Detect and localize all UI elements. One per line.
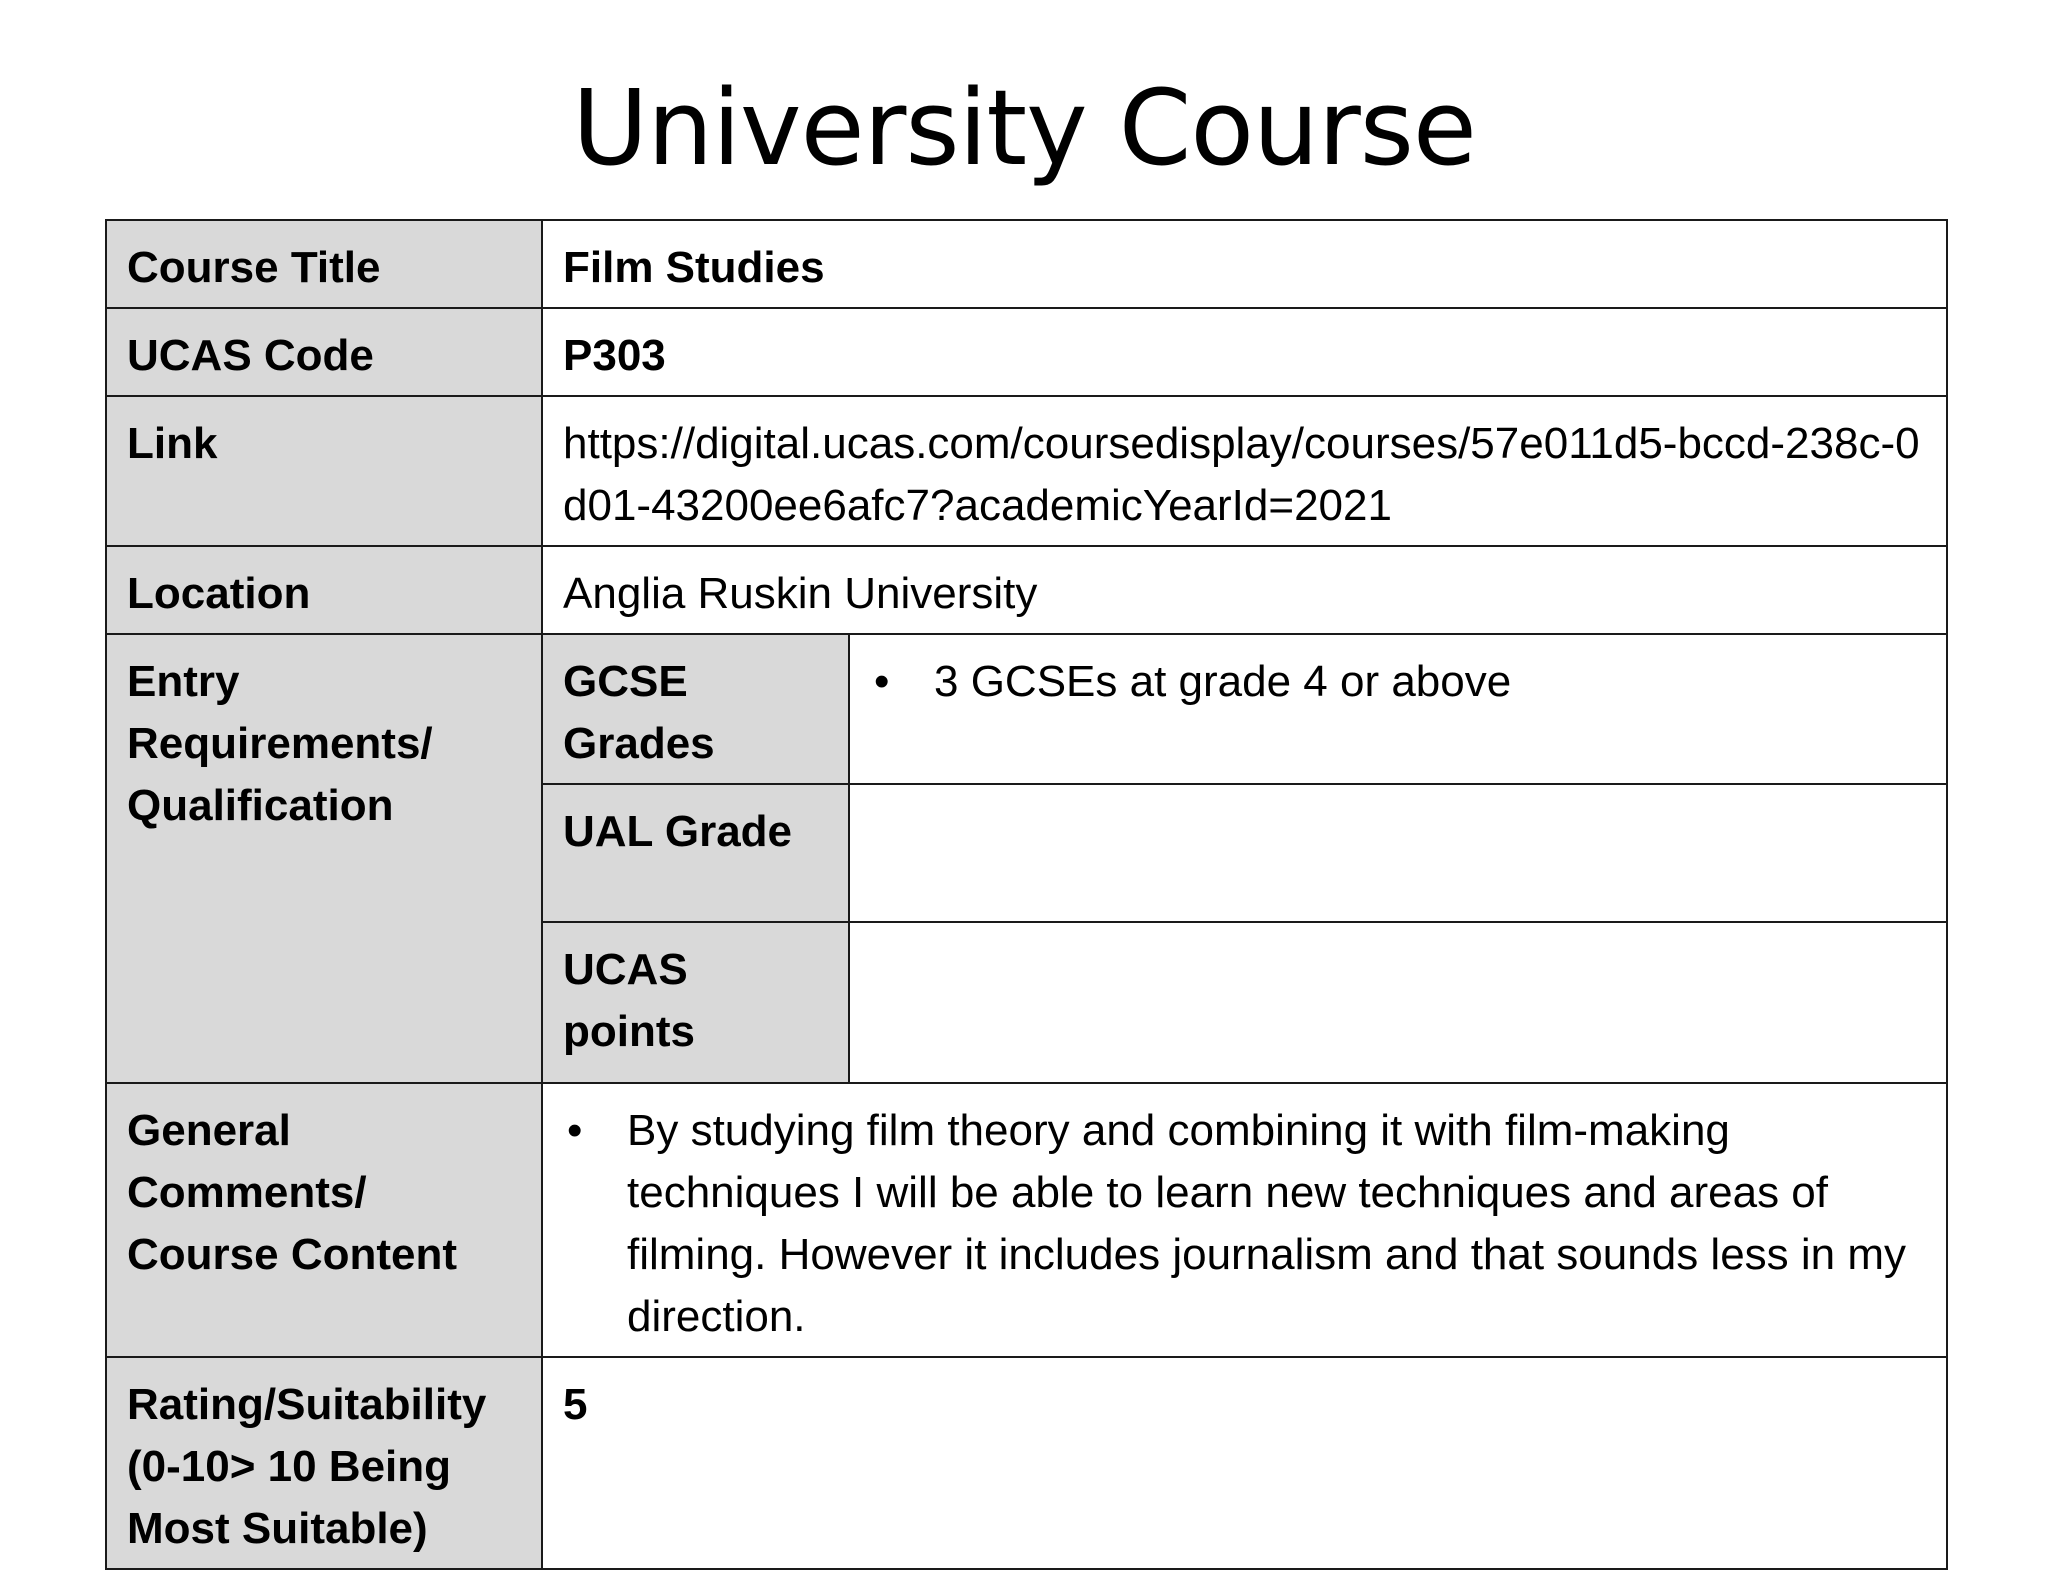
ucas-code-row (106, 308, 1947, 396)
rating-row (106, 1357, 1947, 1569)
location-row (106, 546, 1947, 634)
entry-requirements-label: Entry Requirements/ Qualification (106, 634, 542, 1083)
general-comments-label: General Comments/ Course Content (106, 1083, 542, 1357)
page-title: University Course (572, 67, 1476, 189)
course-title-value: Film Studies (542, 220, 1947, 308)
ual-grade-value (849, 784, 1947, 922)
ual-grade-label: UAL Grade (542, 784, 849, 922)
comments-row (106, 1083, 1947, 1357)
course-title-row (106, 220, 1947, 308)
entry-gcse-row (106, 634, 1947, 784)
list-item (563, 1100, 1926, 1348)
comments-bullet-list (563, 1100, 1926, 1348)
ucas-points-value (849, 922, 1947, 1083)
course-table (105, 219, 1948, 1570)
bullet-icon: • (567, 1106, 583, 1155)
comment-text: By studying film theory and combining it with film-making techniques I will be able to learn new techniques and areas of filming. However it includes journalism and that sounds less in my direction. (627, 1106, 1907, 1341)
list-item (870, 651, 1926, 713)
location-value: Anglia Ruskin University (542, 546, 1947, 634)
ucas-points-label: UCAS points (542, 922, 849, 1083)
rating-value: 5 (542, 1357, 1947, 1569)
course-title-label: Course Title (106, 220, 542, 308)
course-link[interactable]: https://digital.ucas.com/coursedisplay/courses/57e011d5-bccd-238c-0d01-43200ee6afc7?academicYearId=2021 (542, 396, 1947, 546)
gcse-bullet-list (870, 651, 1926, 713)
bullet-icon: • (874, 657, 890, 706)
location-label: Location (106, 546, 542, 634)
link-label: Link (106, 396, 542, 546)
gcse-requirement-text: 3 GCSEs at grade 4 or above (934, 657, 1512, 706)
gcse-grades-label: GCSE Grades (542, 634, 849, 784)
ucas-code-value: P303 (542, 308, 1947, 396)
ucas-code-label: UCAS Code (106, 308, 542, 396)
link-row (106, 396, 1947, 546)
gcse-grades-value (849, 634, 1947, 784)
rating-label: Rating/Suitability (0-10> 10 Being Most Suitable) (106, 1357, 542, 1569)
general-comments-value (542, 1083, 1947, 1357)
